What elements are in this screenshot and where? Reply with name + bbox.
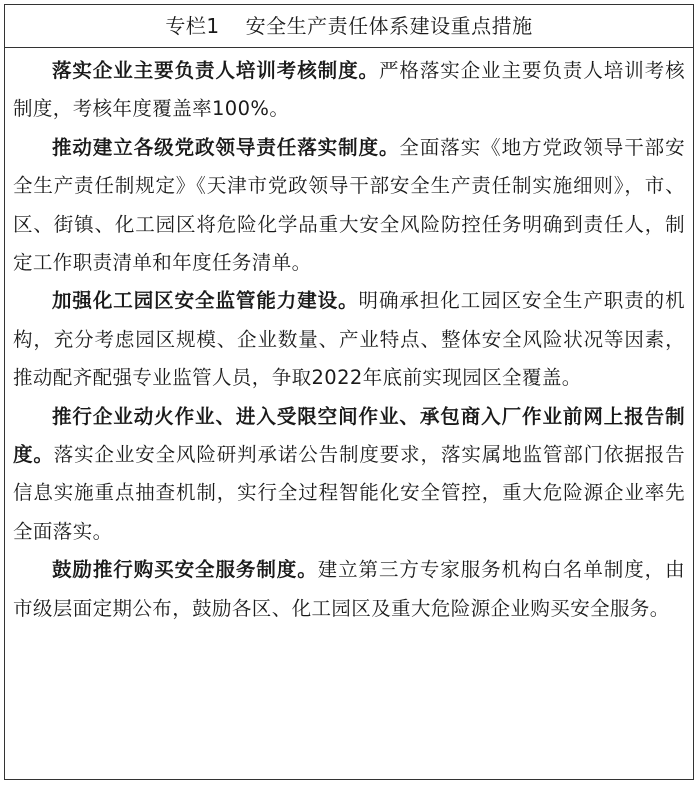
measure-heading: 推行企业动火作业、进入受限空间作业、承包商入厂作业前网上报告制度。: [13, 404, 685, 467]
measure-body: 落实企业安全风险研判承诺公告制度要求，落实属地监管部门依据报告信息实施重点抽查机制，实行全过程智能化安全管控，重大危险源企业率先全面落实。: [13, 443, 685, 543]
measure-heading: 落实企业主要负责人培训考核制度。: [52, 59, 379, 82]
column-box: [4, 4, 694, 780]
column-title-text: 安全生产责任体系建设重点措施: [245, 14, 533, 38]
column-title: [5, 5, 693, 48]
measure-heading: 推动建立各级党政领导责任落实制度。: [52, 135, 400, 159]
measure-heading: 鼓励推行购买安全服务制度。: [52, 558, 318, 582]
measure-body: 严格落实企业主要负责人培训考核制度，考核年度覆盖率100%。: [13, 59, 685, 121]
measure-paragraph: [13, 551, 685, 628]
measure-paragraph: [13, 282, 685, 397]
measure-paragraph: [13, 52, 685, 129]
measure-heading: 加强化工园区安全监管能力建设。: [52, 289, 359, 313]
column-number: 专栏1: [165, 14, 220, 38]
measure-paragraph: [13, 129, 685, 283]
measure-body: 建立第三方专家服务机构白名单制度，由市级层面定期公布，鼓励各区、化工园区及重大危险源企业购买安全服务。: [13, 558, 686, 620]
measure-body: 全面落实《地方党政领导干部安全生产责任制规定》《天津市党政领导干部安全生产责任制实施细则》，市、区、街镇、化工园区将危险化学品重大安全风险防控任务明确到责任人，制定工作职责清单和年度任务清单。: [13, 135, 685, 275]
measure-body: 明确承担化工园区安全生产职责的机构，充分考虑园区规模、企业数量、产业特点、整体安全风险状况等因素，推动配齐配强专业监管人员，争取2022年底前实现园区全覆盖。: [13, 289, 685, 390]
measure-paragraph: [13, 398, 685, 552]
column-content: [5, 48, 693, 628]
